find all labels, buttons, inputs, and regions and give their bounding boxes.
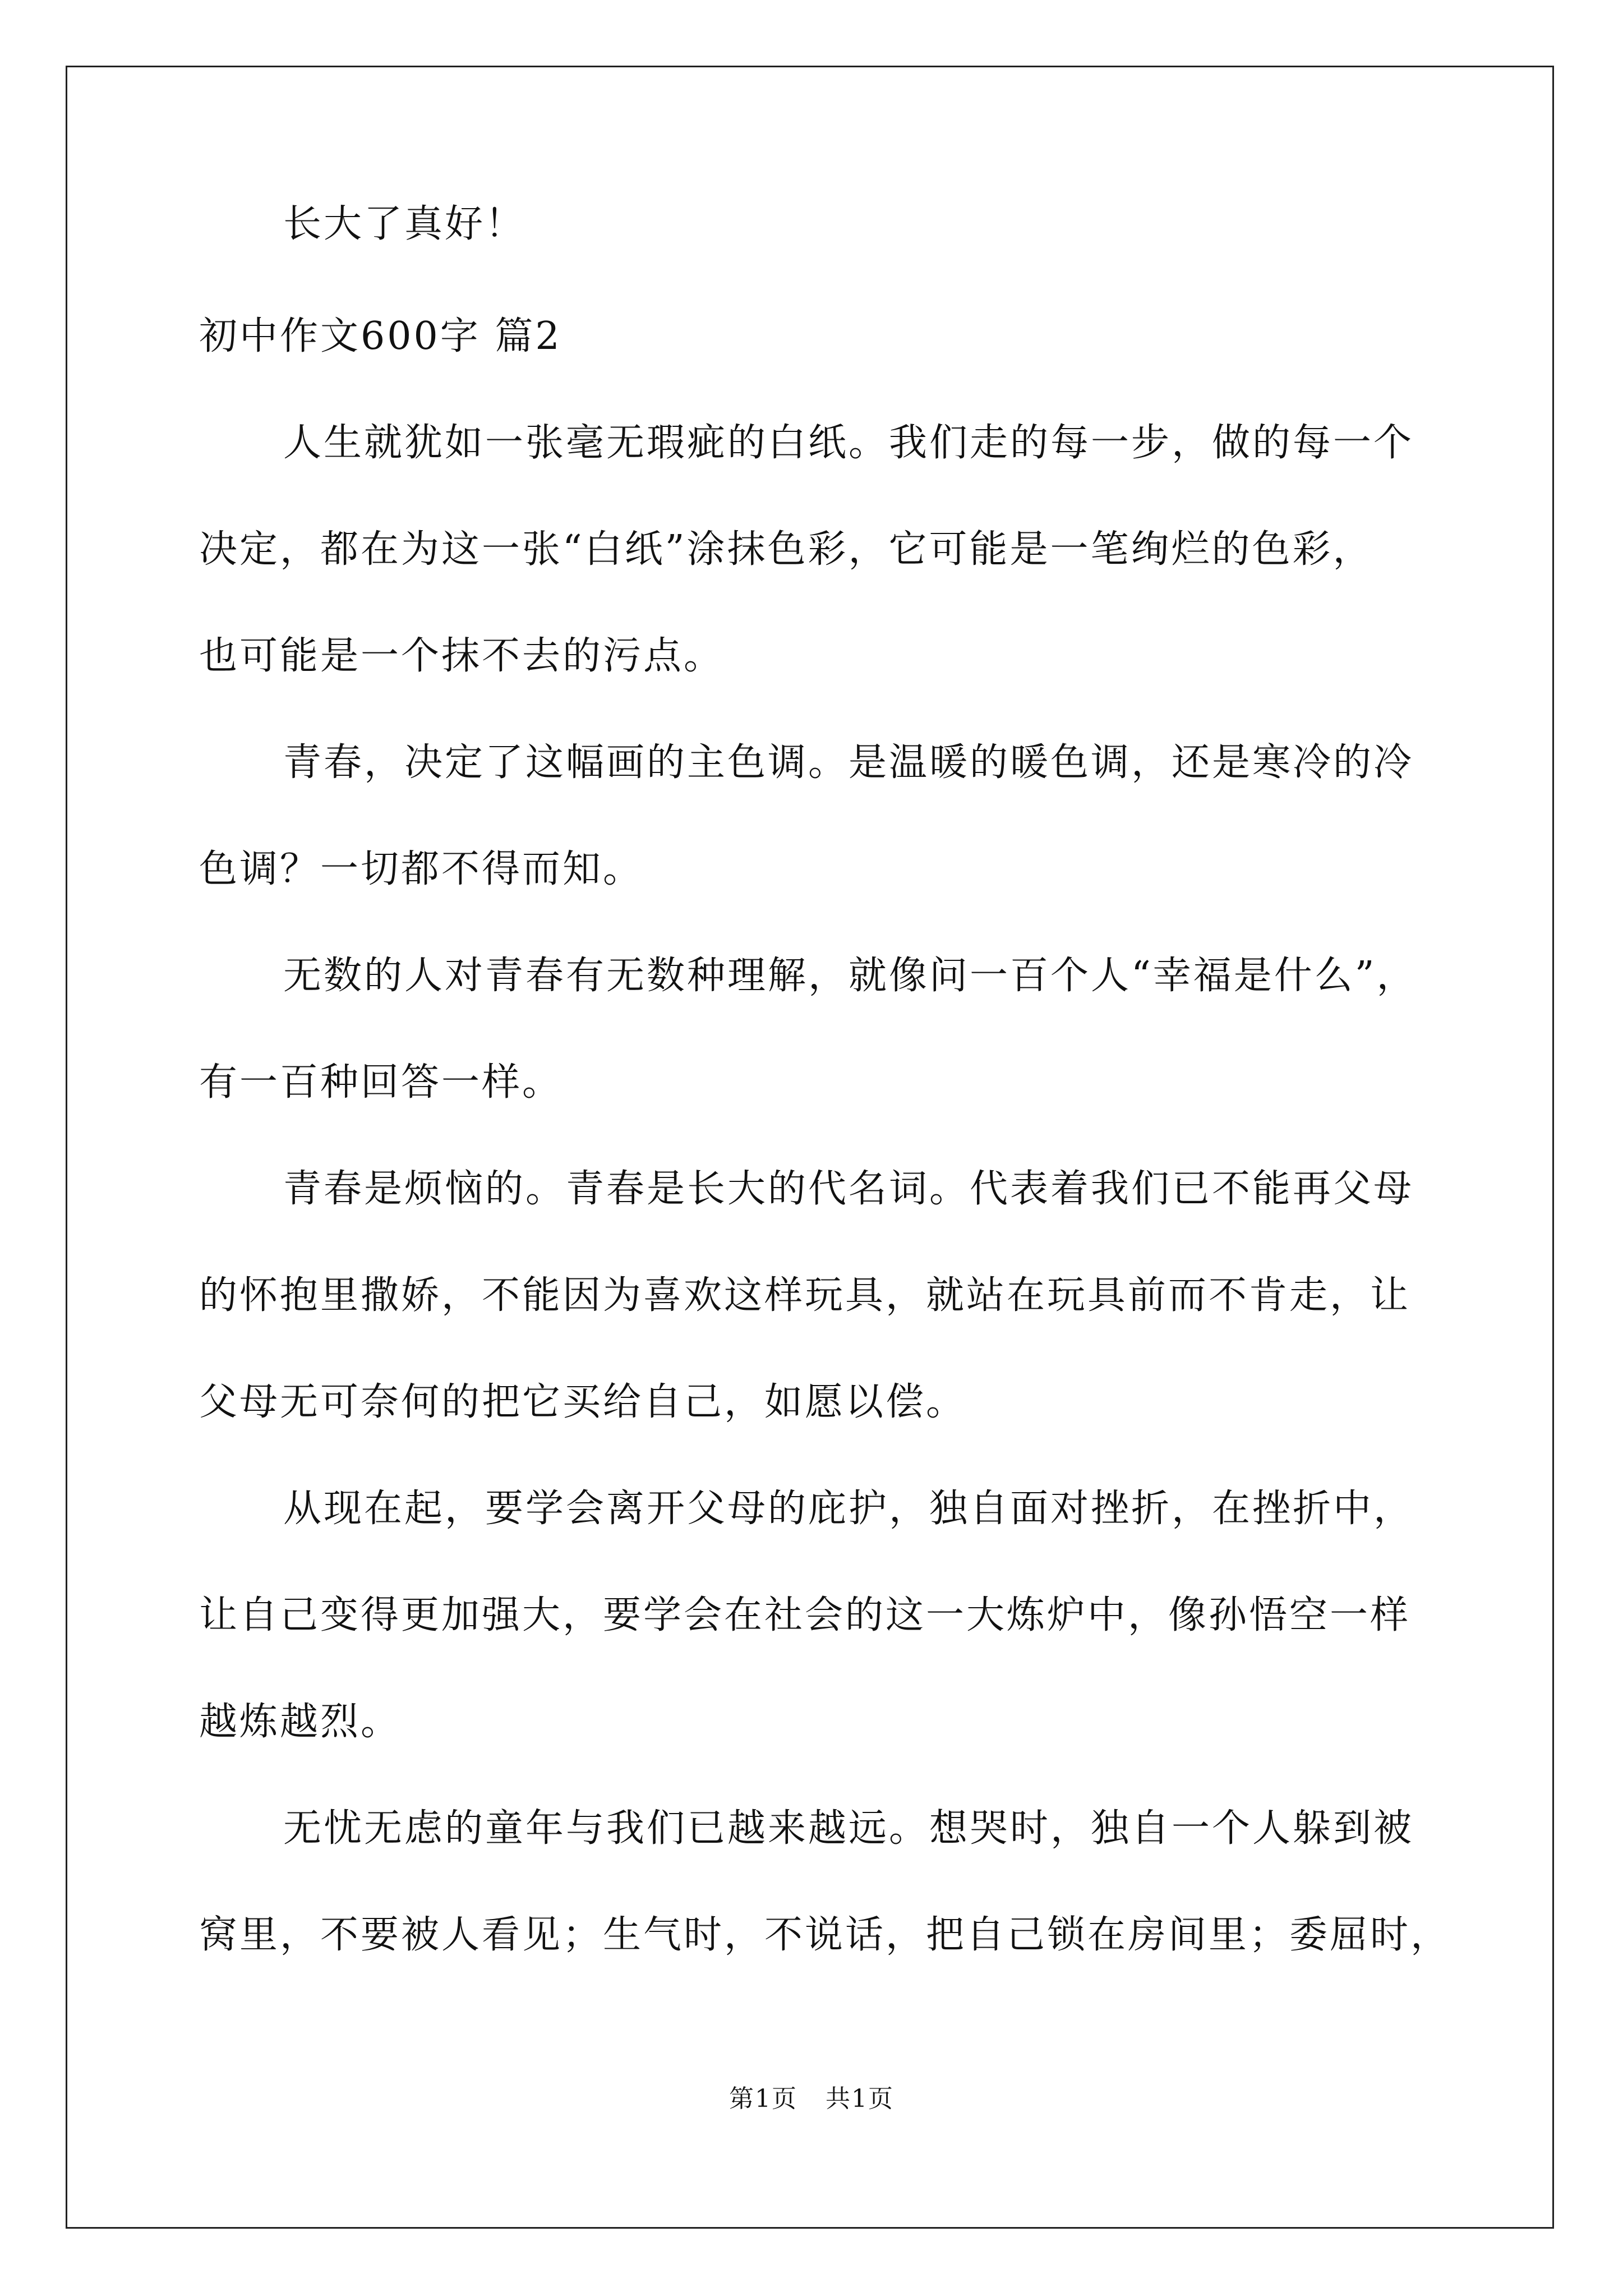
paragraph-line: 也可能是一个抹不去的污点。 <box>199 634 725 678</box>
paragraph-line: 从现在起，要学会离开父母的庇护，独自面对挫折，在挫折中， <box>283 1487 1414 1531</box>
page-total: 共1页 <box>826 2085 894 2113</box>
paragraph-line: 父母无可奈何的把它买给自己，如愿以偿。 <box>199 1380 967 1424</box>
section-heading: 初中作文600字 篇2 <box>199 314 562 358</box>
paragraph-line: 窝里，不要被人看见；生气时，不说话，把自己锁在房间里；委屈时， <box>199 1913 1451 1957</box>
paragraph-line: 青春是烦恼的。青春是长大的代名词。代表着我们已不能再父母 <box>283 1167 1414 1211</box>
paragraph-line: 的怀抱里撒娇，不能因为喜欢这样玩具，就站在玩具前而不肯走，让 <box>199 1273 1411 1318</box>
paragraph-line: 决定，都在为这一张“白纸”涂抹色彩，它可能是一笔绚烂的色彩， <box>199 527 1373 572</box>
page-number: 第1页 <box>729 2085 797 2113</box>
paragraph-line: 让自己变得更加强大，要学会在社会的这一大炼炉中，像孙悟空一样 <box>199 1593 1411 1637</box>
paragraph-line: 有一百种回答一样。 <box>199 1060 563 1105</box>
paragraph-line: 越炼越烈。 <box>199 1700 402 1744</box>
paragraph-line: 青春，决定了这幅画的主色调。是温暖的暖色调，还是寒冷的冷 <box>283 740 1414 785</box>
page-border <box>66 66 1554 2229</box>
paragraph-line: 无忧无虑的童年与我们已越来越远。想哭时，独自一个人躲到被 <box>283 1806 1414 1851</box>
paragraph-line: 色调？一切都不得而知。 <box>199 847 644 891</box>
page-footer <box>0 2082 1623 2116</box>
paragraph-line: 无数的人对青春有无数种理解，就像问一百个人“幸福是什么”， <box>283 954 1417 998</box>
paragraph-line: 长大了真好！ <box>283 202 526 246</box>
paragraph-line: 人生就犹如一张毫无瑕疵的白纸。我们走的每一步，做的每一个 <box>283 421 1414 465</box>
